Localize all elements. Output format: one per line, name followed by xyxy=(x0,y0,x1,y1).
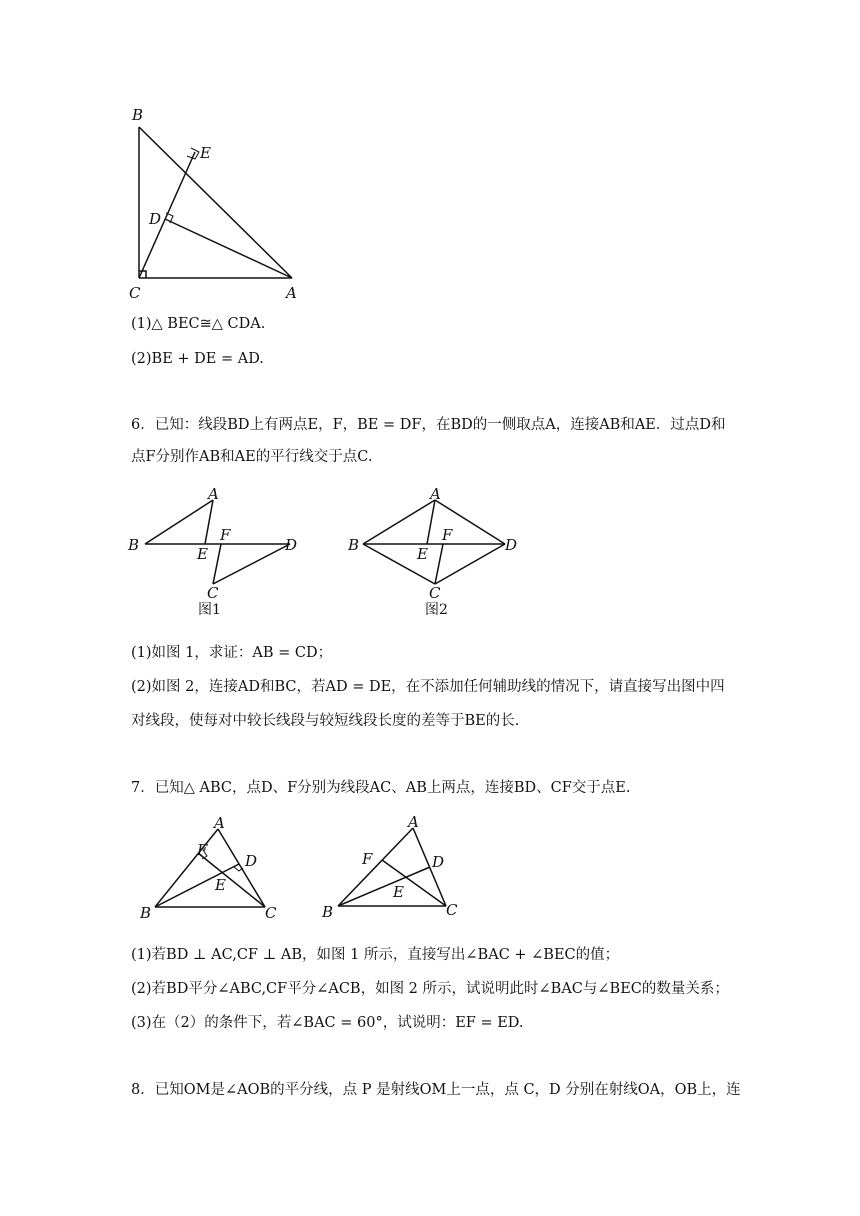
q6f1-label-F: F xyxy=(220,526,231,544)
q7-part2: (2)若BD平分∠ABC,CF平分∠ACB，如图 2 所示，试说明此时∠BAC与∠BEC的数量关系； xyxy=(131,981,729,997)
q6f2-caption: 图2 xyxy=(425,602,448,618)
q7-statement: 7．已知△ ABC，点D、F分别为线段AC、AB上两点，连接BD、CF交于点E. xyxy=(131,780,631,796)
q6f1-label-B: B xyxy=(128,536,140,554)
q5-label-A: A xyxy=(286,284,297,302)
q5-label-C: C xyxy=(129,284,141,302)
q6f2-label-D: D xyxy=(505,536,518,554)
q7-figure-1 xyxy=(135,815,285,925)
q6f1-label-A: A xyxy=(208,485,219,503)
q6-part2-line2: 对线段，使每对中较长线段与较短线段长度的差等于BE的长. xyxy=(131,713,520,729)
q7f2-label-F: F xyxy=(362,850,373,868)
q6f2-label-F: F xyxy=(442,526,453,544)
q5-label-E: E xyxy=(200,144,211,162)
q7f1-label-C: C xyxy=(265,904,277,922)
q7-part3: (3)在（2）的条件下，若∠BAC = 60°，试说明：EF = ED. xyxy=(131,1015,524,1031)
q7f2-label-D: D xyxy=(432,853,445,871)
q6f2-label-C: C xyxy=(429,584,441,602)
q6-part1: (1)如图 1，求证：AB = CD； xyxy=(131,645,333,661)
q7f2-label-B: B xyxy=(322,903,334,921)
q7f1-label-B: B xyxy=(140,904,152,922)
q5-label-D: D xyxy=(149,210,162,228)
q6f2-label-A: A xyxy=(430,485,441,503)
q6f1-label-E: E xyxy=(197,545,208,563)
q6-statement-line2: 点F分别作AB和AE的平行线交于点C. xyxy=(131,449,373,465)
q7f2-label-E: E xyxy=(393,883,404,901)
q7f1-label-A: A xyxy=(214,814,225,832)
q6f1-caption: 图1 xyxy=(198,602,221,618)
q8-statement-line1: 8．已知OM是∠AOB的平分线，点 P 是射线OM上一点，点 C，D 分别在射线OA，OB上，连 xyxy=(131,1082,741,1098)
q6-part2-line1: (2)如图 2，连接AD和BC，若AD = DE，在不添加任何辅助线的情况下，请直接写出图中四 xyxy=(131,679,725,695)
q6-figure-1 xyxy=(125,480,315,618)
q7f2-label-C: C xyxy=(446,901,458,919)
q7-part1: (1)若BD ⊥ AC,CF ⊥ AB，如图 1 所示，直接写出∠BAC + ∠BEC的值； xyxy=(131,947,620,963)
q6-figure-2 xyxy=(345,480,535,618)
q6-statement-line1: 6．已知：线段BD上有两点E，F，BE = DF，在BD的一侧取点A，连接AB和AE．过点D和 xyxy=(131,417,726,433)
q6f1-label-C: C xyxy=(207,584,219,602)
q5-part2: (2)BE + DE = AD. xyxy=(131,351,264,367)
q7f1-label-E: E xyxy=(215,876,226,894)
q5-part1: (1)△ BEC≅△ CDA. xyxy=(131,316,266,332)
q6f2-label-B: B xyxy=(348,536,360,554)
q6f1-label-D: D xyxy=(285,536,298,554)
q7f1-label-D: D xyxy=(245,852,258,870)
q5-triangle-figure xyxy=(120,100,320,305)
q6f2-label-E: E xyxy=(417,545,428,563)
q7-figure-2 xyxy=(318,810,468,922)
q7f2-label-A: A xyxy=(408,813,419,831)
q5-label-B: B xyxy=(132,106,144,124)
q7f1-label-F: F xyxy=(197,841,208,859)
